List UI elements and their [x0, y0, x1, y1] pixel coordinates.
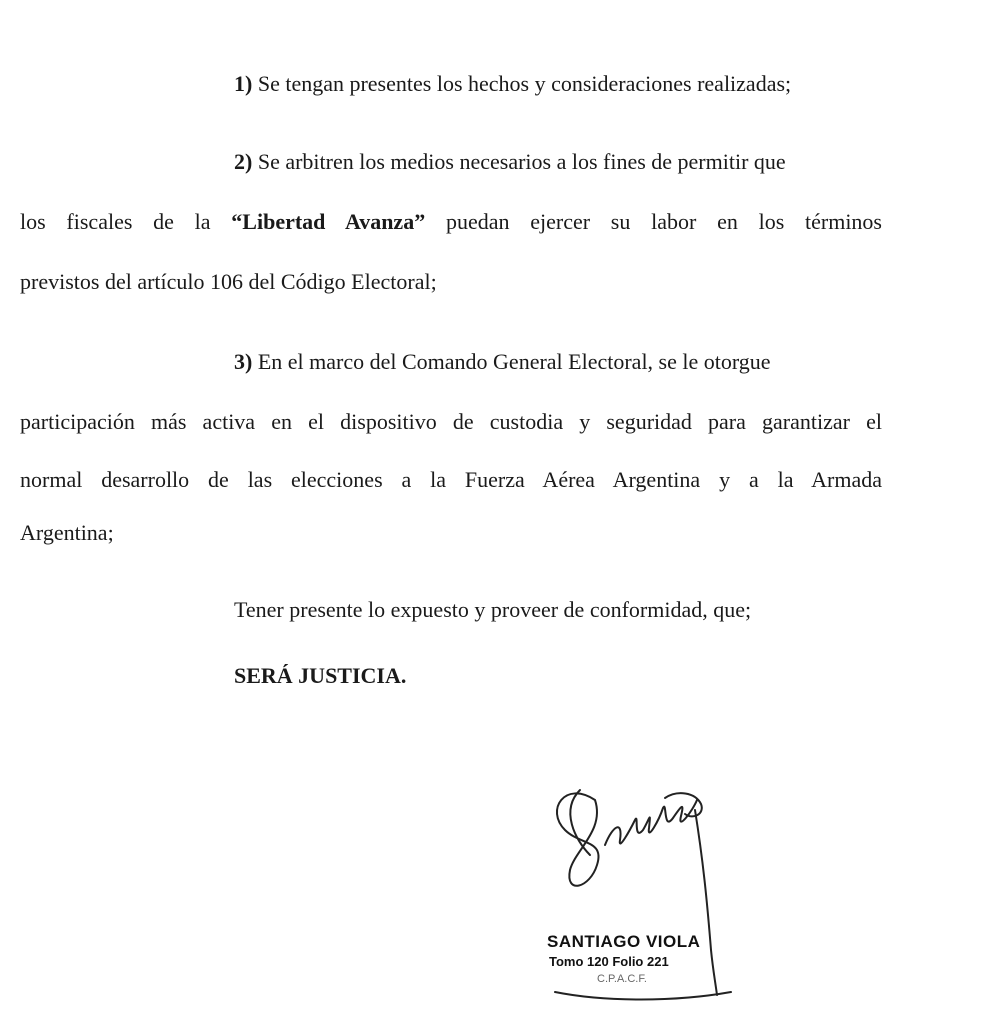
point-1-number: 1) — [234, 71, 253, 96]
point-1-text: Se tengan presentes los hechos y consideraciones realizadas; — [252, 71, 792, 96]
point-3-text-line-4: Argentina; — [20, 520, 114, 545]
party-name: “Libertad Avanza” — [231, 209, 426, 234]
closing-justice — [234, 662, 406, 690]
point-3-text-line-1: En el marco del Comando General Electoral, se le otorgue — [252, 349, 771, 374]
point-3-text-line-2: participación más activa en el dispositivo de custodia y seguridad para garantizar el — [20, 409, 882, 434]
point-2-text-line-1: Se arbitren los medios necesarios a los fines de permitir que — [252, 149, 786, 174]
point-2-line-1 — [234, 148, 786, 176]
handwritten-signature — [535, 770, 765, 1010]
stamp-registry: Tomo 120 Folio 221 — [549, 954, 669, 969]
point-2-line-3 — [20, 268, 437, 296]
point-3-line-3 — [20, 466, 882, 494]
point-2-line-2 — [20, 208, 882, 236]
closing-justice-text: SERÁ JUSTICIA. — [234, 663, 407, 688]
point-2-text-line-2b: puedan ejercer su labor en los términos — [425, 209, 882, 234]
point-2-number: 2) — [234, 149, 253, 174]
point-1 — [234, 70, 791, 98]
closing-request-text: Tener presente lo expuesto y proveer de conformidad, que; — [234, 597, 752, 622]
closing-request — [234, 596, 751, 624]
stamp-org: C.P.A.C.F. — [597, 973, 647, 985]
point-3-line-4 — [20, 519, 114, 547]
point-2-text-line-2a: los fiscales de la — [20, 209, 232, 234]
point-2-text-line-3: previstos del artículo 106 del Código Electoral; — [20, 269, 437, 294]
stamp-name: SANTIAGO VIOLA — [547, 932, 701, 951]
signature-block — [535, 770, 765, 1010]
point-3-line-1 — [234, 348, 771, 376]
point-3-number: 3) — [234, 349, 253, 374]
point-3-line-2 — [20, 408, 882, 436]
point-3-text-line-3: normal desarrollo de las elecciones a la Fuerza Aérea Argentina y a la Armada — [20, 467, 882, 492]
